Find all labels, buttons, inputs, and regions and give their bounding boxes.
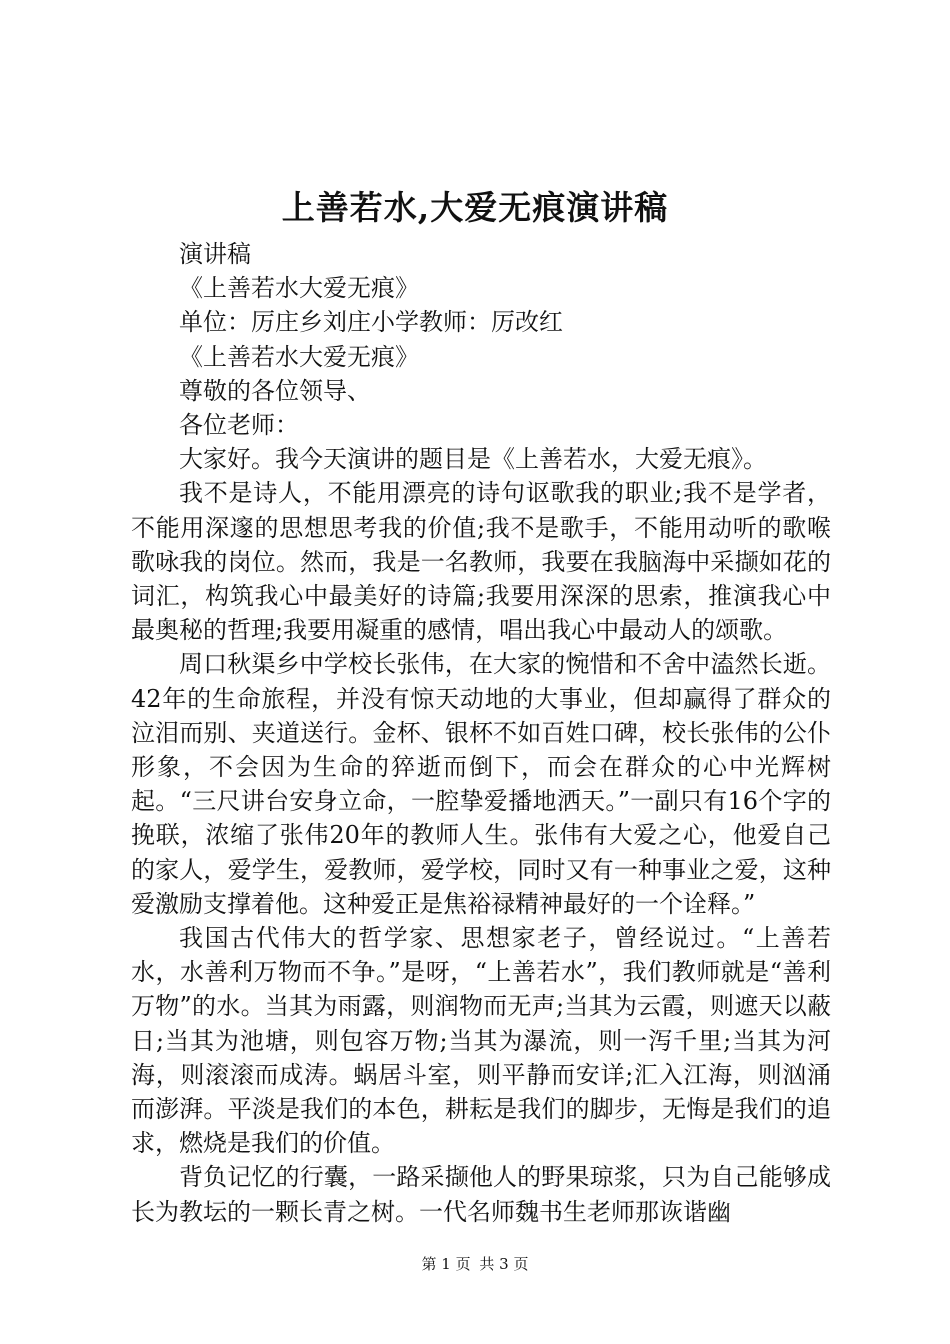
paragraph-speech-label: 演讲稿 [179, 240, 251, 268]
document-body [131, 237, 831, 1229]
paragraph-speech-title-repeat: 《上善若水大爱无痕》 [179, 342, 419, 371]
paragraph-author-unit: 单位：厉庄乡刘庄小学教师：厉改红 [179, 308, 563, 337]
paragraph-speech-title: 《上善若水大爱无痕》 [179, 274, 419, 303]
paragraph-body: 我国古代伟大的哲学家、思想家老子，曾经说过。“上善若水，水善利万物而不争。”是呀，“上善若水”，我们教师就是“善利万物”的水。当其为雨露，则润物而无声;当其为云霞，则遮天以蔽日;当其为池塘，则包容万物;当其为瀑流，则一泻千里;当其为河海，则滚滚而成涛。蜗居斗室，则平静而安详;汇入江海，则汹涌而澎湃。平淡是我们的本色，耕耘是我们的脚步，无悔是我们的追求，燃烧是我们的价值。 [131, 924, 831, 1158]
paragraph-body: 背负记忆的行囊，一路采撷他人的野果琼浆，只为自己能够成长为教坛的一颗长青之树。一代名师魏书生老师那诙谐幽 [131, 1163, 831, 1226]
page-footer [0, 1254, 950, 1274]
paragraph-greeting-teachers: 各位老师： [179, 411, 299, 440]
page-total: 共 3 页 [479, 1255, 529, 1273]
document-title: 上善若水,大爱无痕演讲稿 [281, 188, 669, 227]
paragraph-greeting-leaders: 尊敬的各位领导、 [179, 376, 371, 405]
paragraph-opening: 大家好。我今天演讲的题目是《上善若水，大爱无痕》。 [179, 445, 767, 474]
paragraph-body: 周口秋渠乡中学校长张伟，在大家的惋惜和不舍中溘然长逝。42年的生命旅程，并没有惊天动地的大事业，但却赢得了群众的泣泪而别、夹道送行。金杯、银杯不如百姓口碑，校长张伟的公仆形象，不会因为生命的猝逝而倒下，而会在群众的心中光辉树起。“三尺讲台安身立命，一腔挚爱播地洒天。”一副只有16个字的挽联，浓缩了张伟20年的教师人生。张伟有大爱之心，他爱自己的家人，爱学生，爱教师，爱学校，同时又有一种事业之爱，这种爱激励支撑着他。这种爱正是焦裕禄精神最好的一个诠释。” [131, 650, 831, 918]
page-number: 第 1 页 [421, 1255, 471, 1273]
paragraph-body: 我不是诗人，不能用漂亮的诗句讴歌我的职业;我不是学者，不能用深邃的思想思考我的价值;我不是歌手，不能用动听的歌喉歌咏我的岗位。然而，我是一名教师，我要在我脑海中采撷如花的词汇，构筑我心中最美好的诗篇;我要用深深的思索，推演我心中最奥秘的哲理;我要用凝重的感情，唱出我心中最动人的颂歌。 [131, 479, 831, 645]
